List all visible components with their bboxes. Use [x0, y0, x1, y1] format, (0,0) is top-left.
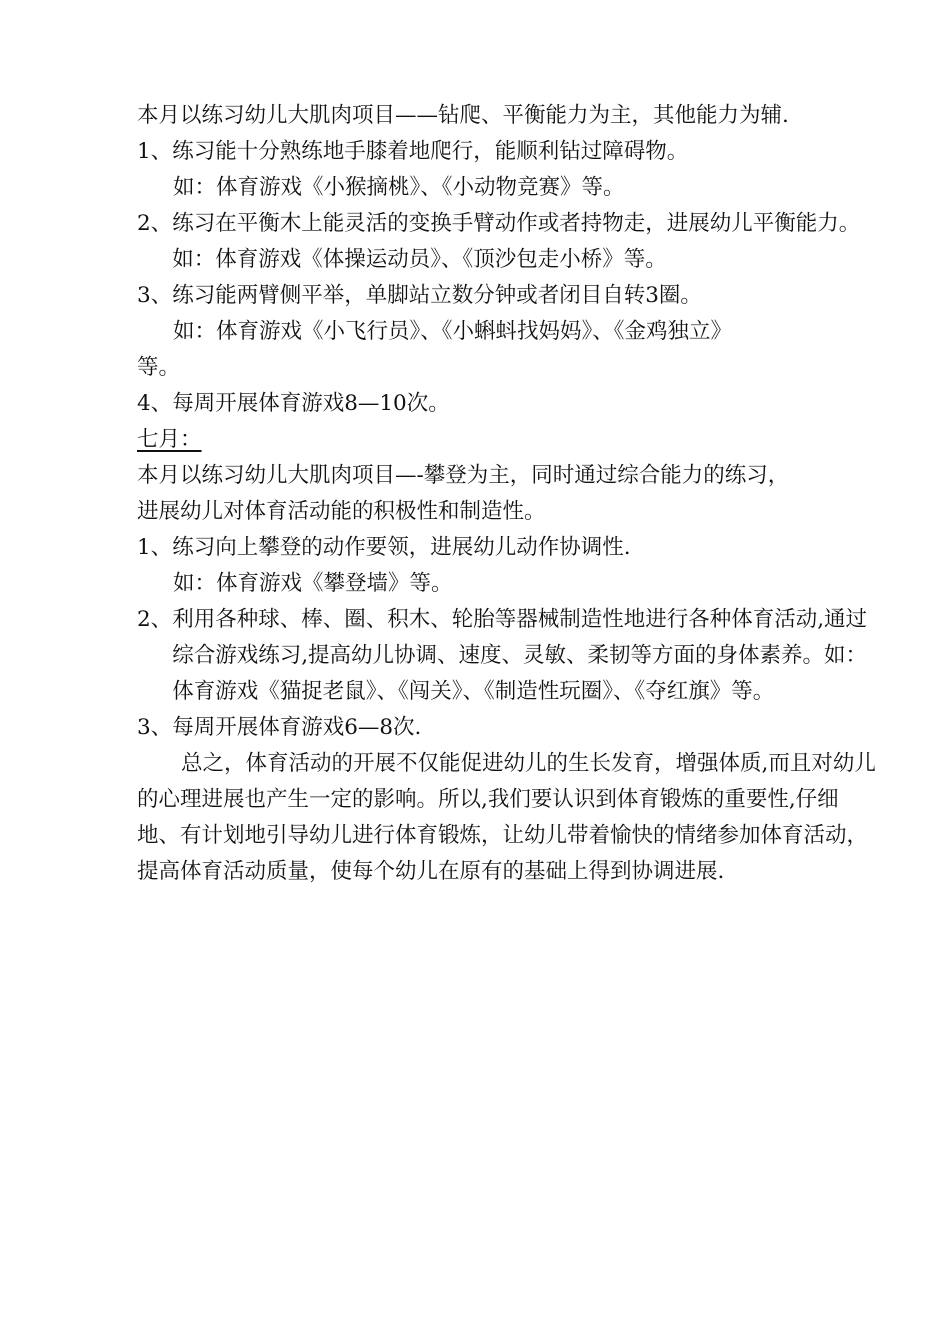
june-item-1-number: 1、	[137, 139, 173, 164]
july-item-1-number: 1、	[137, 535, 173, 560]
july-intro-line-2: 进展幼儿对体育活动能的积极性和制造性。	[137, 499, 546, 524]
july-item-3	[137, 710, 877, 746]
june-item-3-example: 如：体育游戏《小飞行员》、《小蝌蚪找妈妈》、《金鸡独立》	[173, 319, 733, 344]
july-item-1-text: 练习向上攀登的动作要领，进展幼儿动作协调性.	[172, 535, 631, 560]
june-item-2-text: 练习在平衡木上能灵活的变换手臂动作或者持物走，进展幼儿平衡能力。如：体育游戏《体操运动员》、《顶沙包走小桥》等。	[172, 211, 861, 272]
july-heading-row	[137, 422, 877, 458]
june-item-2	[137, 206, 877, 278]
july-item-2	[137, 602, 877, 710]
june-item-1-text: 练习能十分熟练地手膝着地爬行，能顺利钻过障碍物。	[172, 139, 689, 164]
document-body	[137, 98, 877, 890]
june-item-1-example: 如：体育游戏《小猴摘桃》、《小动物竞赛》等。	[173, 175, 625, 200]
june-item-3-number: 3、	[137, 283, 173, 308]
july-intro-line-1: 本月以练习幼儿大肌肉项目—-攀登为主，同时通过综合能力的练习，	[137, 463, 790, 488]
july-item-2-text: 利用各种球、棒、圈、积木、轮胎等器械制造性地进行各种体育活动,通过综合游戏练习,提高幼儿协调、速度、灵敏、柔韧等方面的身体素养。如：体育游戏《猫捉老鼠》、《闯关》、《制造性玩圈》、《夺红旗》等。	[172, 607, 868, 704]
july-item-3-number: 3、	[137, 715, 173, 740]
july-item-1-example: 如：体育游戏《攀登墙》等。	[173, 571, 453, 596]
june-intro: 本月以练习幼儿大肌肉项目——钻爬、平衡能力为主，其他能力为辅.	[137, 103, 789, 128]
june-item-3-text: 练习能两臂侧平举，单脚站立数分钟或者闭目自转3圈。	[172, 283, 702, 308]
july-heading: 七月：	[137, 427, 202, 452]
june-item-1	[137, 134, 877, 170]
july-item-2-number: 2、	[137, 607, 173, 632]
summary-paragraph: 总之，体育活动的开展不仅能促进幼儿的生长发育，增强体质,而且对幼儿的心理进展也产生一定的影响。所以,我们要认识到体育锻炼的重要性,仔细地、有计划地引导幼儿进行体育锻炼，让幼儿带着愉快的情绪参加体育活动，提高体育活动质量，使每个幼儿在原有的基础上得到协调进展.	[137, 751, 876, 884]
july-item-1	[137, 530, 877, 566]
june-item-3-example-tail: 等。	[137, 355, 181, 380]
june-item-4-number: 4、	[137, 391, 173, 416]
june-item-4	[137, 386, 877, 422]
july-item-3-text: 每周开展体育游戏6—8次.	[172, 715, 422, 740]
june-item-2-number: 2、	[137, 211, 173, 236]
june-item-4-text: 每周开展体育游戏8—10次。	[172, 391, 450, 416]
june-item-3	[137, 278, 877, 314]
